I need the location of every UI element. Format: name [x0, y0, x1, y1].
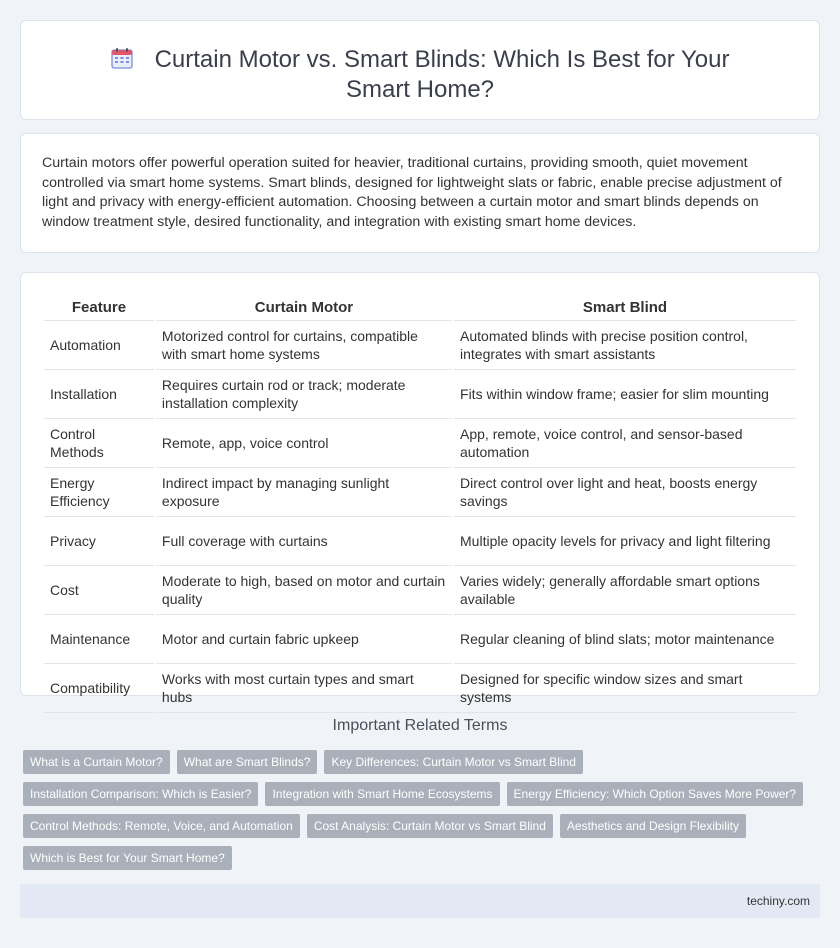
related-term-tag[interactable]: What are Smart Blinds?: [177, 750, 318, 774]
feature-cell: Maintenance: [44, 615, 154, 664]
curtain-motor-cell: Remote, app, voice control: [156, 419, 452, 468]
table-row: [44, 321, 796, 370]
curtain-motor-cell: Motorized control for curtains, compatible with smart home systems: [156, 321, 452, 370]
footer: [20, 884, 820, 918]
table-row: [44, 615, 796, 664]
table-row: [44, 468, 796, 517]
related-terms-row: [23, 846, 823, 870]
related-terms-list: [23, 750, 823, 878]
related-term-tag[interactable]: Integration with Smart Home Ecosystems: [265, 782, 499, 806]
curtain-motor-cell: Motor and curtain fabric upkeep: [156, 615, 452, 664]
smart-blind-cell: Direct control over light and heat, boosts energy savings: [454, 468, 796, 517]
footer-site-link[interactable]: techiny.com: [746, 894, 810, 908]
intro-card: [20, 133, 820, 253]
related-terms-row: [23, 782, 823, 806]
curtain-motor-cell: Full coverage with curtains: [156, 517, 452, 566]
smart-blind-cell: Fits within window frame; easier for slim mounting: [454, 370, 796, 419]
table-row: [44, 419, 796, 468]
curtain-motor-cell: Indirect impact by managing sunlight exposure: [156, 468, 452, 517]
comparison-table-card: [20, 272, 820, 705]
table-body: [44, 321, 796, 713]
curtain-motor-cell: Requires curtain rod or track; moderate installation complexity: [156, 370, 452, 419]
related-terms-title: Important Related Terms: [332, 717, 508, 734]
feature-cell: Control Methods: [44, 419, 154, 468]
table-row: [44, 664, 796, 713]
comparison-table: [42, 295, 798, 713]
related-term-tag[interactable]: What is a Curtain Motor?: [23, 750, 170, 774]
related-terms-row: [23, 814, 823, 838]
smart-blind-cell: Regular cleaning of blind slats; motor maintenance: [454, 615, 796, 664]
smart-blind-cell: Designed for specific window sizes and smart systems: [454, 664, 796, 713]
related-term-tag[interactable]: Key Differences: Curtain Motor vs Smart Blind: [324, 750, 583, 774]
smart-blind-cell: App, remote, voice control, and sensor-based automation: [454, 419, 796, 468]
smart-blind-cell: Varies widely; generally affordable smart options available: [454, 566, 796, 615]
feature-cell: Energy Efficiency: [44, 468, 154, 517]
column-header-curtain-motor: Curtain Motor: [156, 295, 452, 321]
related-term-tag[interactable]: Control Methods: Remote, Voice, and Automation: [23, 814, 300, 838]
smart-blind-cell: Multiple opacity levels for privacy and light filtering: [454, 517, 796, 566]
related-term-tag[interactable]: Cost Analysis: Curtain Motor vs Smart Blind: [307, 814, 553, 838]
calendar-icon: [111, 47, 133, 69]
page-title-row: [21, 45, 819, 105]
related-term-tag[interactable]: Installation Comparison: Which is Easier?: [23, 782, 258, 806]
feature-cell: Privacy: [44, 517, 154, 566]
feature-cell: Compatibility: [44, 664, 154, 713]
column-header-feature: Feature: [44, 295, 154, 321]
intro-paragraph: Curtain motors offer powerful operation suited for heavier, traditional curtains, providing smooth, quiet movement controlled via smart home systems. Smart blinds, designed for lightweight slats or fabric, enable precise adjustment of light and privacy with energy-efficient automation. Choosing between a curtain motor and smart blinds depends on window treatment style, desired functionality, and integration with existing smart home devices.: [42, 155, 782, 230]
table-row: [44, 566, 796, 615]
table-row: [44, 517, 796, 566]
column-header-smart-blind: Smart Blind: [454, 295, 796, 321]
page-title: Curtain Motor vs. Smart Blinds: Which Is Best for Your Smart Home?: [154, 46, 730, 103]
table-row: [44, 370, 796, 419]
related-term-tag[interactable]: Energy Efficiency: Which Option Saves More Power?: [507, 782, 804, 806]
curtain-motor-cell: Works with most curtain types and smart hubs: [156, 664, 452, 713]
table-header-row: [44, 295, 796, 321]
smart-blind-cell: Automated blinds with precise position control, integrates with smart assistants: [454, 321, 796, 370]
related-term-tag[interactable]: Which is Best for Your Smart Home?: [23, 846, 232, 870]
related-terms-row: [23, 750, 823, 774]
feature-cell: Automation: [44, 321, 154, 370]
curtain-motor-cell: Moderate to high, based on motor and curtain quality: [156, 566, 452, 615]
related-term-tag[interactable]: Aesthetics and Design Flexibility: [560, 814, 746, 838]
feature-cell: Installation: [44, 370, 154, 419]
feature-cell: Cost: [44, 566, 154, 615]
title-card: [20, 20, 820, 120]
